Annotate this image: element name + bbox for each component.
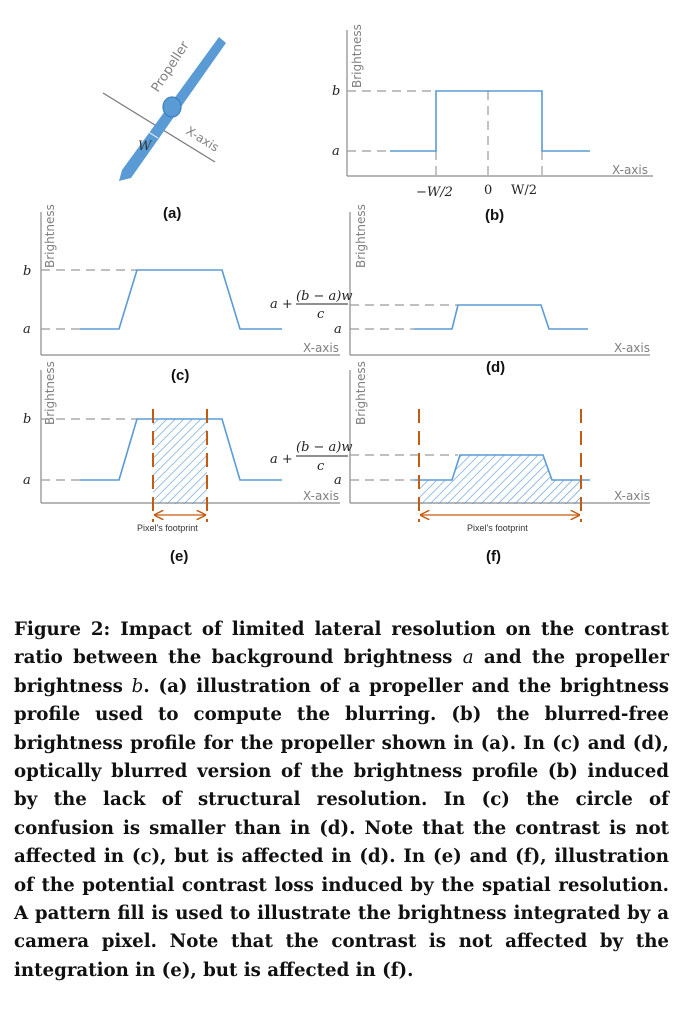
mid-level-denominator: c [317,307,325,322]
panel-c-profile [23,204,340,384]
profile-line [390,91,590,151]
w-label: W [138,139,152,154]
integrated-area [153,419,207,504]
panel-b-profile [332,24,653,224]
profile-line [414,305,588,329]
x-axis-label: X-axis [614,341,650,355]
tick-neg-label: −W/2 [416,185,453,200]
panel-label-e: (e) [170,548,189,565]
x-axis-label: X-axis [303,489,339,503]
y-axis-label: Brightness [354,204,368,268]
b-level-label: b [332,84,341,99]
mid-level-prefix: a + [270,452,293,467]
panel-f-profile [270,361,650,565]
profile-line [80,270,282,329]
caption-var-a: a [462,647,474,669]
mid-level-prefix: a + [270,297,293,312]
x-axis-label: X-axis [614,489,650,503]
mid-level-denominator: c [317,459,325,474]
a-level-label: a [23,473,31,488]
caption-var-b: b [131,675,144,697]
panel-label-b: (b) [485,207,505,224]
footprint-label: Pixel's footprint [467,523,528,533]
caption-lead: Figure 2: Impact of limited lateral resolution on the contrast ratio between the background brightness [14,619,669,669]
x-axis-label: X-axis [612,163,648,177]
tick-pos-label: W/2 [511,183,538,198]
figure-caption [14,616,669,985]
caption-mid: and the propeller brightness [14,647,669,697]
a-level-label: a [23,322,31,337]
b-level-label: b [23,264,32,279]
caption-rest: . (a) illustration of a propeller and the brightness profile used to compute the blurring. (b) the blurred-free brightness profile for the propeller shown in (a). In (c) and (d), optically blurred version of the brightness profile (b) induced by the lack of structural resolution. In (c) the circle of confusion is smaller than in (d). Note that the contrast is not affected in (c), but is affected in (d). In (e) and (f), illustration of the potential contrast loss induced by the spatial resolution. A pattern fill is used to illustrate the brightness integrated by a camera pixel. Note that the contrast is not affected by the integration in (e), but is affected in (f). [14,675,670,981]
a-level-label: a [334,473,342,488]
panel-label-f: (f) [486,548,501,565]
panel-label-a: (a) [163,205,182,222]
tick-zero-label: 0 [484,183,493,198]
x-axis-label-a: X-axis [183,123,222,155]
mid-level-numerator: (b − a)w [296,440,353,455]
propeller-hub [163,97,181,117]
a-level-label: a [334,322,342,337]
mid-level-numerator: (b − a)w [296,289,353,304]
x-axis-label: X-axis [303,341,339,355]
y-axis-label: Brightness [354,361,368,425]
panel-label-c: (c) [171,367,190,384]
panel-label-d: (d) [486,359,506,376]
y-axis-label: Brightness [350,24,364,88]
y-axis-label: Brightness [43,361,57,425]
y-axis-label: Brightness [43,204,57,268]
a-level-label: a [332,144,340,159]
b-level-label: b [23,412,32,427]
propeller-label: Propeller [148,38,193,96]
panel-a-propeller [103,37,226,222]
footprint-label: Pixel's footprint [137,523,198,533]
